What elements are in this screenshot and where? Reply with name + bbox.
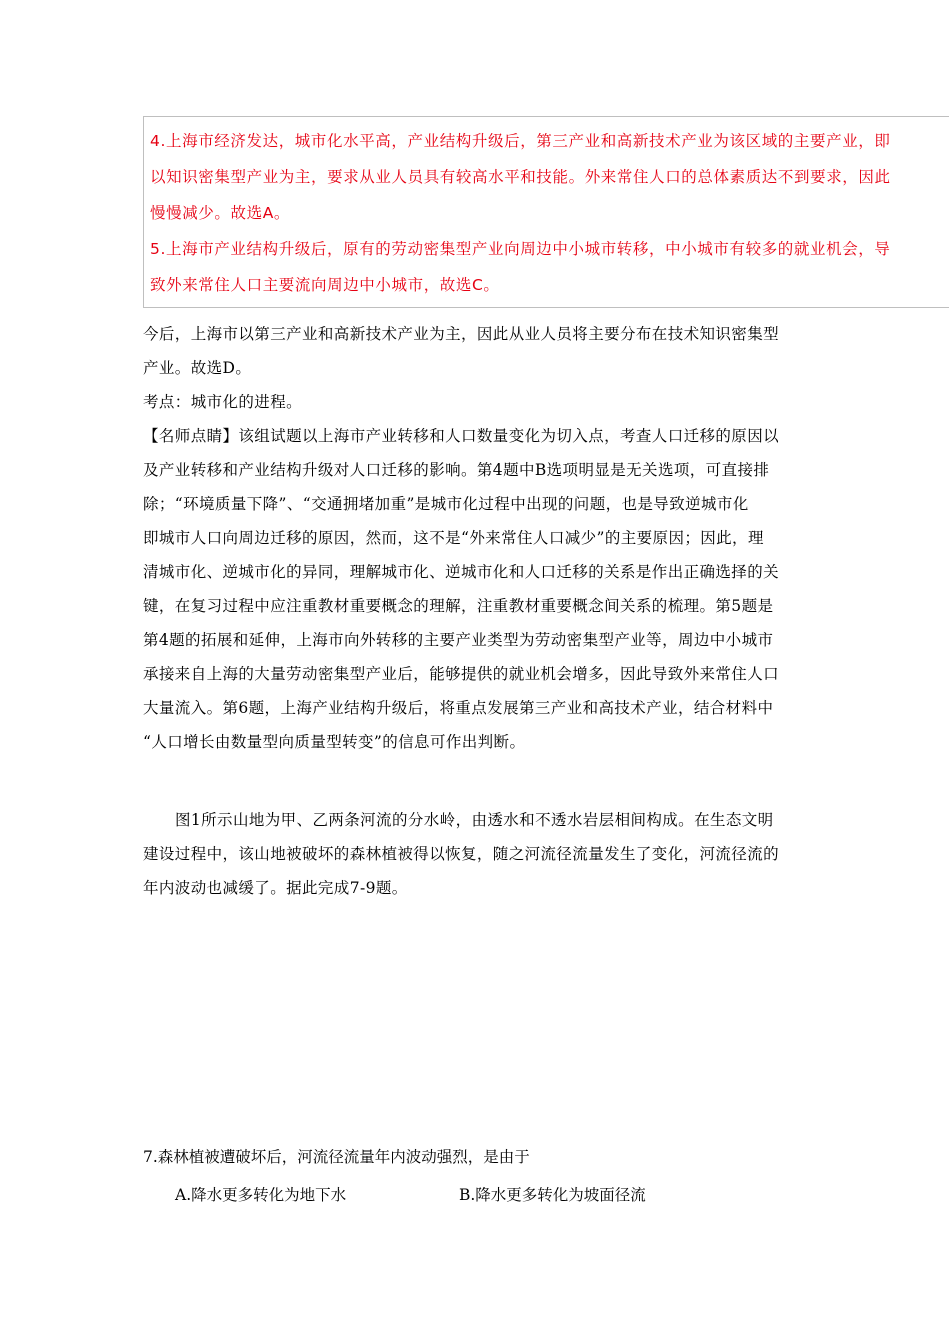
explanation-line: 即城市人口向周边迁移的原因，然而，这不是“外来常住人口减少”的主要原因；因此，理 — [143, 529, 764, 547]
answer-line: 致外来常住人口主要流向周边中小城市，故选C。 — [150, 276, 500, 294]
explanation-line: 大量流入。第6题，上海产业结构升级后，将重点发展第三产业和高技术产业，结合材料中 — [143, 699, 774, 717]
option-a: A.降水更多转化为地下水 — [175, 1186, 347, 1204]
question-7-stem: 7.森林植被遭破坏后，河流径流量年内波动强烈，是由于 — [143, 1148, 530, 1166]
answer-line: 4.上海市经济发达，城市化水平高，产业结构升级后，第三产业和高新技术产业为该区域的主要产业，即 — [150, 132, 891, 150]
explanation-line: 键，在复习过程中应注重教材重要概念的理解，注重教材重要概念间关系的梳理。第5题是 — [143, 597, 774, 615]
explanation-line: 除；“环境质量下降”、“交通拥堵加重”是城市化过程中出现的问题，也是导致逆城市化 — [143, 495, 749, 513]
explanation-line: 考点：城市化的进程。 — [143, 393, 303, 411]
answer-explanation-box — [143, 116, 949, 308]
explanation-line: 产业。故选D。 — [143, 359, 252, 377]
explanation-line: 清城市化、逆城市化的异同，理解城市化、逆城市化和人口迁移的关系是作出正确选择的关 — [143, 563, 780, 581]
material-line: 年内波动也减缓了。据此完成7-9题。 — [143, 879, 408, 897]
material-line: 图1所示山地为甲、乙两条河流的分水岭，由透水和不透水岩层相间构成。在生态文明 — [175, 811, 774, 829]
material-line: 建设过程中，该山地被破坏的森林植被得以恢复，随之河流径流量发生了变化，河流径流的 — [143, 845, 780, 863]
explanation-line: 今后，上海市以第三产业和高新技术产业为主，因此从业人员将主要分布在技术知识密集型 — [143, 325, 780, 343]
material-section — [143, 803, 823, 905]
option-b: B.降水更多转化为坡面径流 — [458, 1186, 646, 1204]
explanation-line: 承接来自上海的大量劳动密集型产业后，能够提供的就业机会增多，因此导致外来常住人口 — [143, 665, 780, 683]
question-7-options — [175, 1178, 646, 1212]
explanation-line: 【名师点睛】该组试题以上海市产业转移和人口数量变化为切入点，考查人口迁移的原因以 — [143, 427, 780, 445]
answer-line: 5.上海市产业结构升级后，原有的劳动密集型产业向周边中小城市转移，中小城市有较多的就业机会，导 — [150, 240, 891, 258]
answer-line: 慢慢减少。故选A。 — [150, 204, 291, 222]
answer-line: 以知识密集型产业为主，要求从业人员具有较高水平和技能。外来常住人口的总体素质达不到要求，因此 — [150, 168, 891, 186]
explanation-section — [143, 317, 823, 759]
explanation-line: 第4题的拓展和延伸，上海市向外转移的主要产业类型为劳动密集型产业等，周边中小城市 — [143, 631, 774, 649]
explanation-line: “人口增长由数量型向质量型转变”的信息可作出判断。 — [143, 733, 526, 751]
explanation-line: 及产业转移和产业结构升级对人口迁移的影响。第4题中B选项明显是无关选项，可直接排 — [143, 461, 770, 479]
